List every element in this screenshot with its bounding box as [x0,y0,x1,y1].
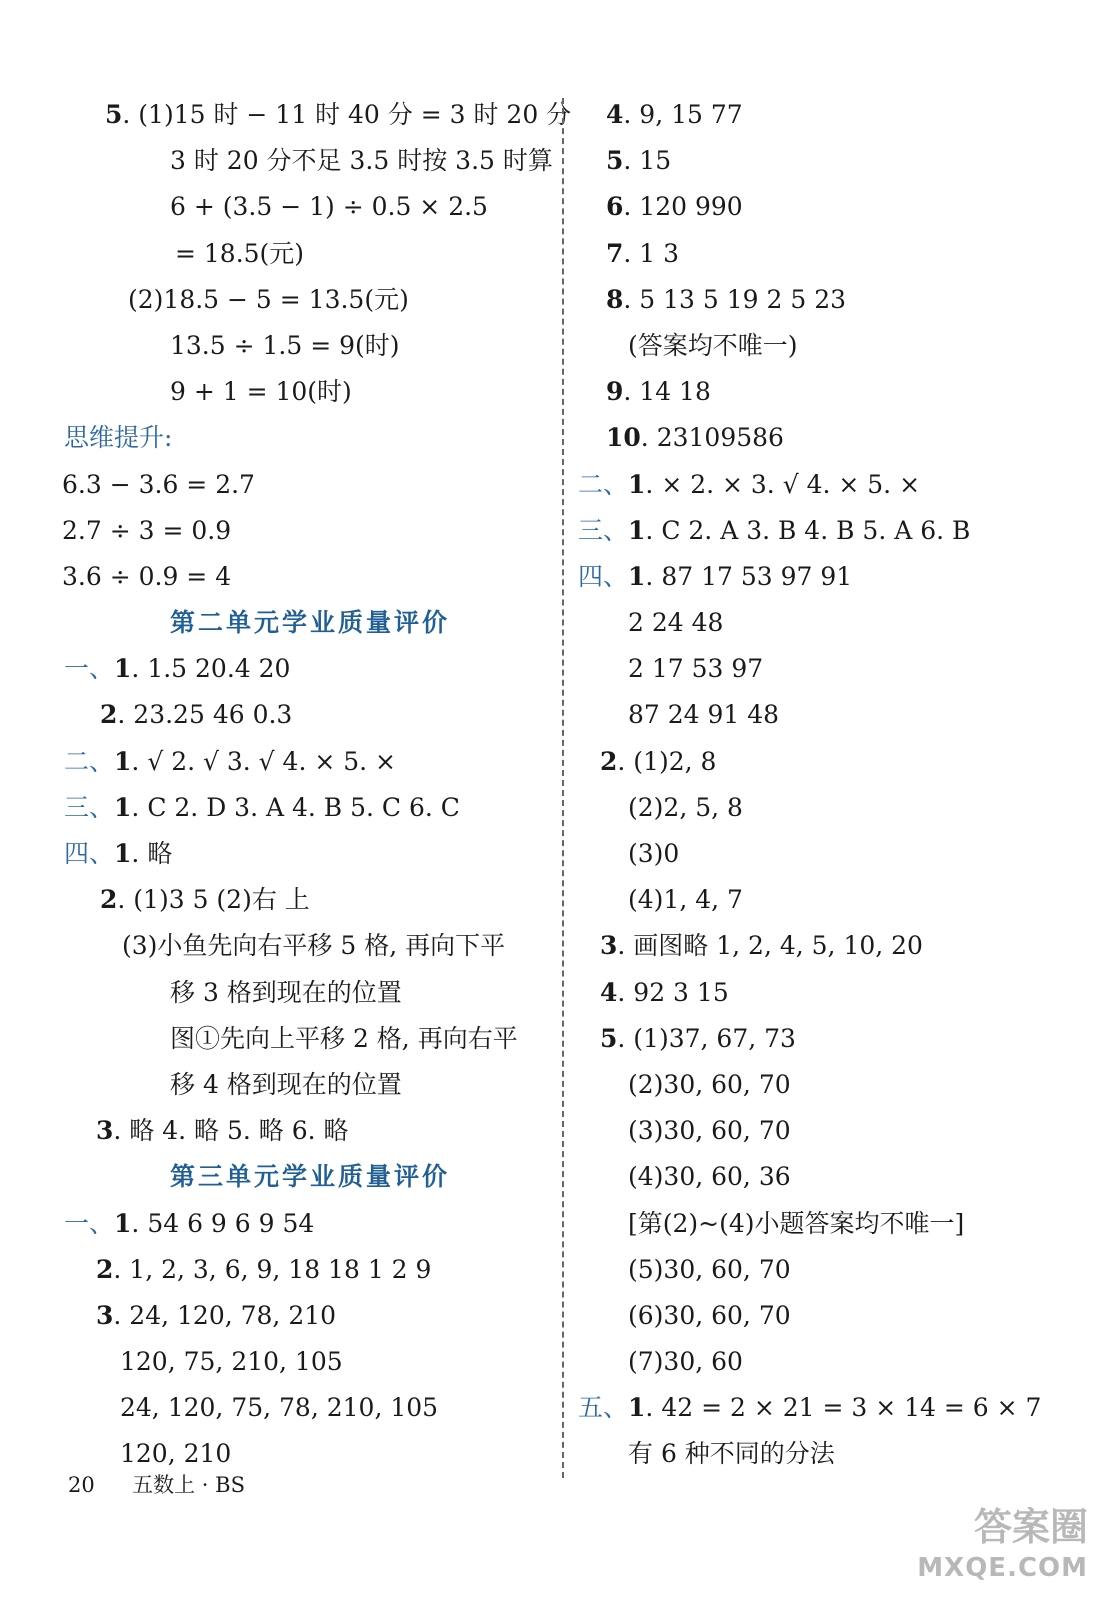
answer-line [578,600,1058,646]
answer-text: 13.5 ÷ 1.5 = 9(时) [170,330,400,360]
answer-line [60,508,560,554]
answer-text: . (1)3 5 (2)右 上 [117,885,310,915]
section-label: 思维提升: [64,423,173,453]
answer-text: . 23109586 [640,423,784,453]
answer-text: . 略 [131,839,173,868]
answer-line [578,277,1058,323]
answer-line [60,1201,560,1247]
answer-line [60,739,560,785]
answer-line [60,462,560,508]
answer-line [60,692,560,738]
answer-text: (5)30, 60, 70 [628,1254,791,1284]
part-marker: 三、 [64,792,115,822]
question-number: 1 [628,1393,646,1423]
answer-line [578,508,1058,554]
answer-line [60,923,560,969]
answer-text: . 1, 2, 3, 6, 9, 18 18 1 2 9 [113,1254,432,1284]
answer-text: 移 4 格到现在的位置 [170,1069,402,1099]
answer-text: . 1 3 [623,238,680,268]
part-marker: 二、 [578,469,629,499]
answer-text: . 24, 120, 78, 210 [113,1300,337,1330]
question-number: 9 [606,377,624,407]
answer-text: (3)30, 60, 70 [628,1116,791,1146]
answer-text: . (1)15 时 − 11 时 40 分 = 3 时 20 分 [122,100,572,129]
answer-line [578,739,1058,785]
question-number: 3 [96,1116,114,1146]
question-number: 5 [600,1023,618,1053]
answer-line [578,323,1058,369]
answer-line [60,277,560,323]
right-answer-column [578,92,1058,1478]
answer-line [578,184,1058,230]
answer-text: 3.6 ÷ 0.9 = 4 [62,561,232,591]
answer-line [60,831,560,877]
question-number: 4 [606,100,624,129]
question-number: 3 [600,931,618,961]
answer-line [578,138,1058,184]
answer-line [578,692,1058,738]
question-number: 2 [100,700,118,730]
answer-text: 9 + 1 = 10(时) [170,377,352,407]
question-number: 1 [114,654,132,684]
answer-text: . √ 2. √ 3. √ 4. × 5. × [131,746,396,776]
page-number: 20 [68,1473,95,1497]
answer-text: . 23.25 46 0.3 [117,700,293,730]
question-number: 1 [628,515,646,545]
answer-text: = 18.5(元) [175,238,305,268]
answer-text: . 87 17 53 97 91 [645,561,853,591]
answer-text: (6)30, 60, 70 [628,1300,791,1330]
answer-text: . 略 4. 略 5. 略 6. 略 [113,1116,349,1146]
answer-text: [第(2)~(4)小题答案均不唯一] [628,1208,965,1238]
answer-text: 120, 75, 210, 105 [120,1347,343,1377]
answer-text: 6.3 − 3.6 = 2.7 [62,469,255,499]
answer-text: . 15 [623,146,672,176]
watermark-logo [888,1502,1088,1592]
answer-line [578,92,1058,138]
answer-text: . 42 = 2 × 21 = 3 × 14 = 6 × 7 [645,1393,1042,1423]
answer-text: . 9, 15 77 [623,100,743,129]
answer-text: 6 + (3.5 − 1) ÷ 0.5 × 2.5 [170,192,488,222]
answer-line [60,1247,560,1293]
section-heading: 第二单元学业质量评价 [169,608,450,638]
question-number: 1 [114,746,132,776]
answer-line [578,1016,1058,1062]
answer-line [60,415,560,461]
answer-text: 120, 210 [120,1439,232,1469]
part-marker: 三、 [578,515,629,545]
answer-text: 移 3 格到现在的位置 [170,977,402,1007]
answer-text: . 14 18 [623,377,711,407]
answer-text: (2)18.5 − 5 = 13.5(元) [128,284,409,314]
answer-line [60,138,560,184]
answer-text: 图①先向上平移 2 格, 再向右平 [170,1023,518,1053]
question-number: 1 [114,1208,132,1238]
answer-line [578,1385,1058,1431]
answer-text: . (1)2, 8 [617,746,717,776]
answer-text: . 5 13 5 19 2 5 23 [623,284,847,314]
answer-text: . (1)37, 67, 73 [617,1023,796,1053]
answer-line [60,184,560,230]
book-label: 五数上 · BS [132,1473,245,1497]
answer-text: (4)1, 4, 7 [628,885,743,915]
answer-line [60,646,560,692]
answer-text: . C 2. D 3. A 4. B 5. C 6. C [131,792,460,822]
answer-text: (答案均不唯一) [628,330,798,360]
answer-line [60,369,560,415]
question-number: 10 [606,423,641,453]
watermark-url: MXQE.COM [917,1553,1088,1583]
answer-text: 有 6 种不同的分法 [628,1439,835,1469]
question-number: 2 [100,885,118,915]
answer-line [60,554,560,600]
question-number: 6 [606,192,624,222]
answer-line [578,462,1058,508]
page-footer [68,1470,245,1500]
answer-line [60,1339,560,1385]
answer-line [60,1108,560,1154]
answer-text: 3 时 20 分不足 3.5 时按 3.5 时算 [170,146,553,176]
answer-line [578,1062,1058,1108]
answer-line [578,1293,1058,1339]
answer-text: 2 17 53 97 [628,654,764,684]
answer-text: 24, 120, 75, 78, 210, 105 [120,1393,439,1423]
answer-line [578,831,1058,877]
answer-line [578,923,1058,969]
answer-line [60,877,560,923]
answer-line [578,1339,1058,1385]
answer-line [578,877,1058,923]
answer-line [578,785,1058,831]
answer-line [60,1062,560,1108]
part-marker: 一、 [64,654,115,684]
answer-text: (3)0 [628,839,680,868]
answer-line [578,1431,1058,1477]
answer-line [60,323,560,369]
question-number: 8 [606,284,624,314]
part-marker: 一、 [64,1208,115,1238]
question-number: 5 [105,100,123,129]
question-number: 3 [96,1300,114,1330]
answer-line [60,231,560,277]
answer-line [60,785,560,831]
part-marker: 四、 [64,839,115,868]
answer-line [578,970,1058,1016]
question-number: 1 [114,792,132,822]
section-heading: 第三单元学业质量评价 [169,1162,450,1192]
part-marker: 二、 [64,746,115,776]
answer-line [578,554,1058,600]
answer-text: 2.7 ÷ 3 = 0.9 [62,515,232,545]
answer-line [578,1154,1058,1200]
question-number: 1 [114,839,132,868]
answer-line [60,1293,560,1339]
answer-line [60,1385,560,1431]
answer-text: (2)30, 60, 70 [628,1069,791,1099]
answer-text: . 120 990 [623,192,743,222]
answer-text: (2)2, 5, 8 [628,792,743,822]
answer-line [60,970,560,1016]
answer-text: . × 2. × 3. √ 4. × 5. × [645,469,921,499]
question-number: 2 [96,1254,114,1284]
answer-line [60,92,572,138]
question-number: 2 [600,746,618,776]
answer-text: . C 2. A 3. B 4. B 5. A 6. B [645,515,971,545]
answer-text: (3)小鱼先向右平移 5 格, 再向下平 [122,931,506,961]
answer-text: . 92 3 15 [617,977,729,1007]
part-marker: 四、 [578,561,629,591]
question-number: 1 [628,561,646,591]
answer-text: . 画图略 1, 2, 4, 5, 10, 20 [617,931,923,961]
question-number: 4 [600,977,618,1007]
answer-text: 2 24 48 [628,608,724,638]
answer-line [578,231,1058,277]
question-number: 7 [606,238,624,268]
answer-line [60,1016,560,1062]
watermark-logo-text: 答案圈 [973,1505,1088,1549]
column-divider [562,98,564,1478]
answer-text: (4)30, 60, 36 [628,1162,791,1192]
answer-text: 87 24 91 48 [628,700,780,730]
left-answer-column [60,92,572,1478]
answer-text: (7)30, 60 [628,1347,743,1377]
answer-line [578,1247,1058,1293]
part-marker: 五、 [578,1393,629,1423]
question-number: 5 [606,146,624,176]
answer-text: . 1.5 20.4 20 [131,654,291,684]
answer-line [578,1201,1058,1247]
answer-line [578,415,1058,461]
answer-line [578,646,1058,692]
question-number: 1 [628,469,646,499]
answer-line [578,1108,1058,1154]
answer-line [578,369,1058,415]
answer-text: . 54 6 9 6 9 54 [131,1208,315,1238]
